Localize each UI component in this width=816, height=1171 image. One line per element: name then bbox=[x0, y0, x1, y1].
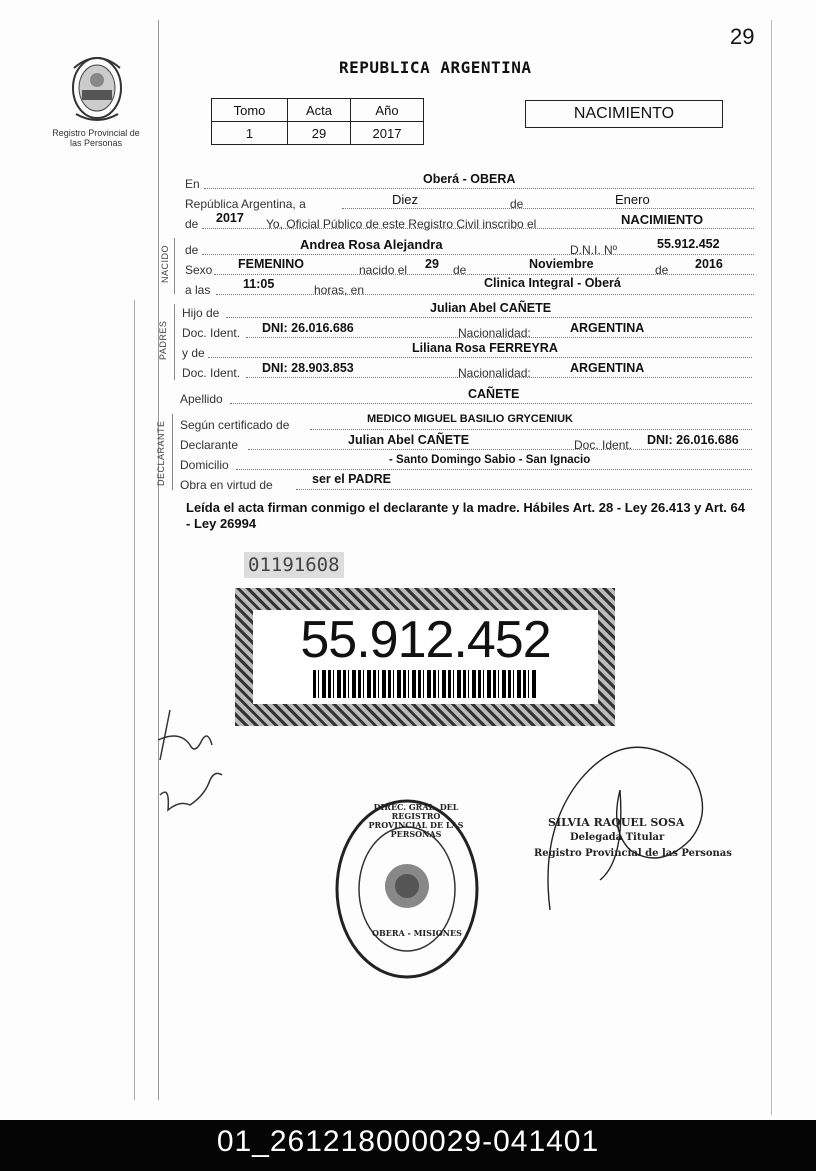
act-type-box: NACIMIENTO bbox=[525, 100, 723, 128]
header-anio: Año bbox=[351, 99, 424, 122]
value-madre: Liliana Rosa FERREYRA bbox=[412, 341, 558, 355]
round-stamp-bottom: OBERA - MISIONES bbox=[372, 928, 462, 938]
label-de: de bbox=[453, 263, 467, 277]
value-lugar-nac: Clinica Integral - Oberá bbox=[484, 276, 621, 290]
value-nombre: Andrea Rosa Alejandra bbox=[300, 237, 443, 252]
page-number: 29 bbox=[730, 24, 755, 49]
value-madre-nac: ARGENTINA bbox=[570, 361, 645, 375]
label-sexo: Sexo bbox=[185, 263, 213, 277]
provincial-seal-logo bbox=[66, 48, 128, 126]
dni-sticker bbox=[235, 588, 615, 726]
side-label-padres: PADRES bbox=[158, 320, 168, 360]
value-tomo: 1 bbox=[212, 122, 288, 145]
label-de: de bbox=[655, 263, 669, 277]
label-doc-ident: Doc. Ident. bbox=[182, 366, 241, 380]
dots bbox=[216, 294, 754, 295]
value-mes: Enero bbox=[615, 192, 650, 207]
dots bbox=[214, 274, 754, 275]
label-a-las: a las bbox=[185, 283, 211, 297]
value-declarante: Julian Abel CAÑETE bbox=[348, 433, 470, 447]
logo-caption: Registro Provincial de las Personas bbox=[52, 128, 140, 148]
dots bbox=[236, 469, 752, 470]
dots bbox=[296, 489, 752, 490]
value-obra: ser el PADRE bbox=[312, 472, 391, 486]
value-padre-nac: ARGENTINA bbox=[570, 321, 645, 335]
value-padre-doc: DNI: 26.016.686 bbox=[262, 321, 354, 335]
margin-line-left bbox=[134, 300, 135, 1100]
document-title: REPUBLICA ARGENTINA bbox=[339, 58, 532, 77]
side-label-declarante: DECLARANTE bbox=[156, 420, 166, 486]
label-declarante: Declarante bbox=[180, 438, 239, 452]
value-tipo: NACIMIENTO bbox=[621, 212, 704, 227]
label-yo: Yo, Oficial Público de este Registro Civil inscribo el bbox=[266, 217, 537, 231]
signature-left bbox=[150, 700, 240, 830]
value-certificado: MEDICO MIGUEL BASILIO GRYCENIUK bbox=[367, 413, 573, 425]
label-horas-en: horas, en bbox=[314, 283, 365, 297]
label-nacionalidad: Nacionalidad: bbox=[458, 366, 531, 380]
label-de: de bbox=[185, 243, 199, 257]
label-hijo-de: Hijo de bbox=[182, 306, 220, 320]
footer-code: 01_261218000029-041401 bbox=[216, 1125, 600, 1158]
header-acta: Acta bbox=[288, 99, 351, 122]
value-acta: 29 bbox=[288, 122, 351, 145]
label-nacido-el: nacido el bbox=[359, 263, 408, 277]
label-doc-ident: Doc. Ident. bbox=[574, 438, 633, 452]
value-domicilio: - Santo Domingo Sabio - San Ignacio bbox=[389, 454, 591, 466]
dots bbox=[208, 357, 752, 358]
value-dia-nac: 29 bbox=[425, 257, 439, 271]
label-republica: República Argentina, a bbox=[185, 197, 306, 211]
footer-code-bar bbox=[0, 1120, 816, 1171]
register-table bbox=[211, 98, 424, 145]
official-office: Registro Provincial de las Personas bbox=[534, 848, 732, 859]
sticker-dni-number: 55.912.452 bbox=[300, 611, 551, 669]
section-bar bbox=[174, 304, 175, 380]
sticker-label bbox=[253, 610, 598, 704]
dots bbox=[202, 254, 754, 255]
section-bar bbox=[174, 238, 175, 294]
value-padre: Julian Abel CAÑETE bbox=[430, 301, 552, 315]
official-role: Delegada Titular bbox=[570, 832, 665, 843]
official-signature bbox=[540, 730, 710, 930]
margin-line bbox=[158, 20, 159, 1100]
dots bbox=[226, 317, 752, 318]
header-tomo: Tomo bbox=[212, 99, 288, 122]
value-sexo: FEMENINO bbox=[238, 257, 304, 271]
official-name: SILVIA RAQUEL SOSA bbox=[548, 816, 685, 829]
value-anio-acta: 2017 bbox=[216, 211, 244, 225]
value-apellido: CAÑETE bbox=[468, 387, 520, 401]
dots bbox=[230, 403, 752, 404]
closing-statement: Leída el acta firman conmigo el declarante y la madre. Hábiles Art. 28 - Ley 26.413 y Art. 64 - Ley 26994 bbox=[186, 500, 745, 531]
label-dni: D.N.I. Nº bbox=[570, 243, 618, 257]
label-de: de bbox=[510, 197, 524, 211]
label-en: En bbox=[185, 177, 200, 191]
section-bar bbox=[172, 414, 173, 490]
label-domicilio: Domicilio bbox=[180, 458, 229, 472]
value-anio-nac: 2016 bbox=[695, 257, 723, 271]
value-declarante-doc: DNI: 26.016.686 bbox=[647, 433, 739, 447]
dots bbox=[248, 449, 752, 450]
value-anio: 2017 bbox=[351, 122, 424, 145]
value-lugar: Oberá - OBERA bbox=[423, 172, 516, 186]
label-apellido: Apellido bbox=[180, 392, 223, 406]
value-mes-nac: Noviembre bbox=[529, 257, 594, 271]
side-label-nacido: NACIDO bbox=[160, 244, 170, 283]
dots bbox=[342, 208, 754, 209]
value-dni: 55.912.452 bbox=[657, 237, 720, 251]
value-hora: 11:05 bbox=[243, 277, 275, 291]
label-doc-ident: Doc. Ident. bbox=[182, 326, 241, 340]
right-edge-line bbox=[771, 20, 772, 1115]
label-nacionalidad: Nacionalidad: bbox=[458, 326, 531, 340]
dots bbox=[310, 429, 752, 430]
label-obra: Obra en virtud de bbox=[180, 478, 273, 492]
value-dia: Diez bbox=[392, 192, 419, 207]
barcode bbox=[313, 670, 538, 698]
round-stamp-top: DIREC. GRAL. DEL REGISTRO PROVINCIAL DE LAS PERSONAS bbox=[368, 802, 464, 839]
label-y-de: y de bbox=[182, 346, 205, 360]
dots bbox=[204, 188, 754, 189]
value-madre-doc: DNI: 28.903.853 bbox=[262, 361, 354, 375]
label-segun: Según certificado de bbox=[180, 418, 290, 432]
label-de: de bbox=[185, 217, 199, 231]
serial-number: 01191608 bbox=[244, 552, 344, 578]
